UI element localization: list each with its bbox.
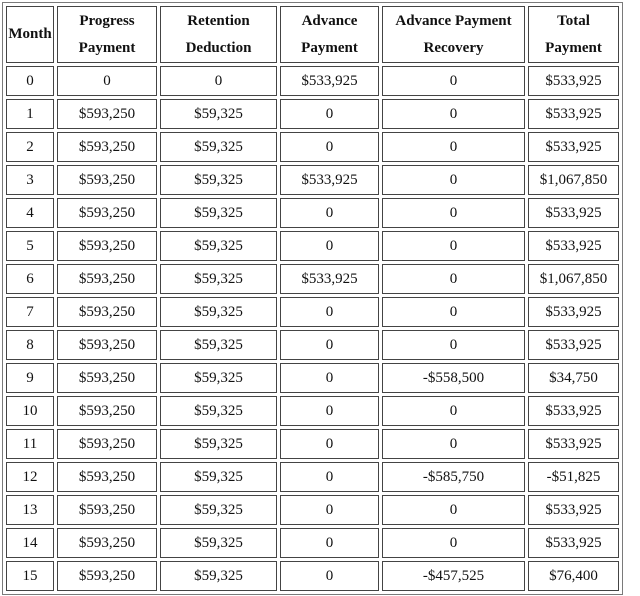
table-body [6, 66, 619, 591]
cell-advance-payment: 0 [280, 495, 379, 525]
cell-total-payment: $533,925 [528, 396, 619, 426]
cell-advance-payment: 0 [280, 363, 379, 393]
cell-month: 11 [6, 429, 54, 459]
table-row [6, 264, 619, 294]
cell-month: 5 [6, 231, 54, 261]
cell-month: 7 [6, 297, 54, 327]
cell-month: 0 [6, 66, 54, 96]
cell-progress-payment: $593,250 [57, 132, 157, 162]
header-row [6, 6, 619, 63]
cell-advance-payment: 0 [280, 231, 379, 261]
cell-month: 14 [6, 528, 54, 558]
cell-progress-payment: $593,250 [57, 462, 157, 492]
cell-advance-payment: 0 [280, 198, 379, 228]
cell-retention-deduction: $59,325 [160, 330, 277, 360]
cell-advance-payment-recovery: 0 [382, 132, 525, 162]
cell-advance-payment-recovery: 0 [382, 165, 525, 195]
cell-advance-payment-recovery: 0 [382, 297, 525, 327]
cell-progress-payment: $593,250 [57, 330, 157, 360]
table-row [6, 198, 619, 228]
cell-month: 9 [6, 363, 54, 393]
table-row [6, 231, 619, 261]
cell-advance-payment: 0 [280, 561, 379, 591]
cell-total-payment: $1,067,850 [528, 165, 619, 195]
cell-total-payment: $533,925 [528, 198, 619, 228]
cell-progress-payment: $593,250 [57, 528, 157, 558]
cell-progress-payment: $593,250 [57, 99, 157, 129]
table-row [6, 297, 619, 327]
cell-retention-deduction: $59,325 [160, 264, 277, 294]
cell-advance-payment: $533,925 [280, 264, 379, 294]
cell-progress-payment: $593,250 [57, 396, 157, 426]
cell-progress-payment: $593,250 [57, 198, 157, 228]
table-row [6, 132, 619, 162]
table-row [6, 165, 619, 195]
cell-advance-payment-recovery: 0 [382, 429, 525, 459]
payment-schedule-table [2, 2, 623, 595]
cell-advance-payment-recovery: 0 [382, 495, 525, 525]
cell-month: 13 [6, 495, 54, 525]
cell-advance-payment: 0 [280, 429, 379, 459]
cell-total-payment: $533,925 [528, 495, 619, 525]
table-row [6, 330, 619, 360]
cell-retention-deduction: $59,325 [160, 165, 277, 195]
cell-advance-payment: 0 [280, 462, 379, 492]
cell-month: 15 [6, 561, 54, 591]
cell-advance-payment-recovery: 0 [382, 198, 525, 228]
cell-month: 2 [6, 132, 54, 162]
cell-retention-deduction: 0 [160, 66, 277, 96]
header-advance-payment: Advance Payment [280, 6, 379, 63]
cell-retention-deduction: $59,325 [160, 429, 277, 459]
cell-advance-payment-recovery: 0 [382, 330, 525, 360]
cell-advance-payment: 0 [280, 396, 379, 426]
cell-advance-payment: 0 [280, 528, 379, 558]
table-row [6, 561, 619, 591]
cell-progress-payment: $593,250 [57, 264, 157, 294]
cell-retention-deduction: $59,325 [160, 363, 277, 393]
cell-advance-payment-recovery: 0 [382, 99, 525, 129]
cell-retention-deduction: $59,325 [160, 462, 277, 492]
cell-total-payment: $533,925 [528, 66, 619, 96]
cell-advance-payment-recovery: -$457,525 [382, 561, 525, 591]
cell-retention-deduction: $59,325 [160, 396, 277, 426]
header-month: Month [6, 6, 54, 63]
cell-total-payment: $533,925 [528, 429, 619, 459]
cell-retention-deduction: $59,325 [160, 198, 277, 228]
table-row [6, 66, 619, 96]
header-progress-payment: Progress Payment [57, 6, 157, 63]
cell-advance-payment-recovery: 0 [382, 528, 525, 558]
cell-retention-deduction: $59,325 [160, 528, 277, 558]
cell-month: 4 [6, 198, 54, 228]
cell-month: 6 [6, 264, 54, 294]
cell-month: 8 [6, 330, 54, 360]
cell-total-payment: $34,750 [528, 363, 619, 393]
cell-progress-payment: $593,250 [57, 495, 157, 525]
cell-advance-payment: 0 [280, 330, 379, 360]
table-row [6, 429, 619, 459]
cell-advance-payment: 0 [280, 132, 379, 162]
cell-total-payment: $533,925 [528, 132, 619, 162]
cell-advance-payment-recovery: 0 [382, 66, 525, 96]
header-advance-payment-recovery: Advance Payment Recovery [382, 6, 525, 63]
cell-progress-payment: $593,250 [57, 363, 157, 393]
cell-month: 3 [6, 165, 54, 195]
cell-advance-payment: $533,925 [280, 66, 379, 96]
cell-advance-payment: $533,925 [280, 165, 379, 195]
cell-retention-deduction: $59,325 [160, 297, 277, 327]
cell-advance-payment-recovery: -$585,750 [382, 462, 525, 492]
cell-retention-deduction: $59,325 [160, 231, 277, 261]
table-row [6, 528, 619, 558]
table-row [6, 396, 619, 426]
cell-advance-payment: 0 [280, 297, 379, 327]
cell-retention-deduction: $59,325 [160, 561, 277, 591]
cell-month: 1 [6, 99, 54, 129]
cell-advance-payment-recovery: 0 [382, 396, 525, 426]
cell-progress-payment: $593,250 [57, 165, 157, 195]
cell-progress-payment: $593,250 [57, 429, 157, 459]
cell-month: 10 [6, 396, 54, 426]
cell-retention-deduction: $59,325 [160, 99, 277, 129]
cell-retention-deduction: $59,325 [160, 495, 277, 525]
table-row [6, 462, 619, 492]
cell-progress-payment: 0 [57, 66, 157, 96]
cell-progress-payment: $593,250 [57, 231, 157, 261]
cell-progress-payment: $593,250 [57, 561, 157, 591]
cell-advance-payment: 0 [280, 99, 379, 129]
cell-month: 12 [6, 462, 54, 492]
cell-retention-deduction: $59,325 [160, 132, 277, 162]
cell-total-payment: $533,925 [528, 231, 619, 261]
cell-total-payment: $533,925 [528, 528, 619, 558]
header-retention-deduction: Retention Deduction [160, 6, 277, 63]
table-row [6, 363, 619, 393]
header-total-payment: Total Payment [528, 6, 619, 63]
cell-total-payment: $76,400 [528, 561, 619, 591]
cell-total-payment: $533,925 [528, 99, 619, 129]
cell-advance-payment-recovery: 0 [382, 231, 525, 261]
cell-total-payment: $1,067,850 [528, 264, 619, 294]
cell-advance-payment-recovery: 0 [382, 264, 525, 294]
cell-total-payment: $533,925 [528, 330, 619, 360]
cell-progress-payment: $593,250 [57, 297, 157, 327]
cell-total-payment: $533,925 [528, 297, 619, 327]
cell-advance-payment-recovery: -$558,500 [382, 363, 525, 393]
table-row [6, 99, 619, 129]
cell-total-payment: -$51,825 [528, 462, 619, 492]
table-row [6, 495, 619, 525]
